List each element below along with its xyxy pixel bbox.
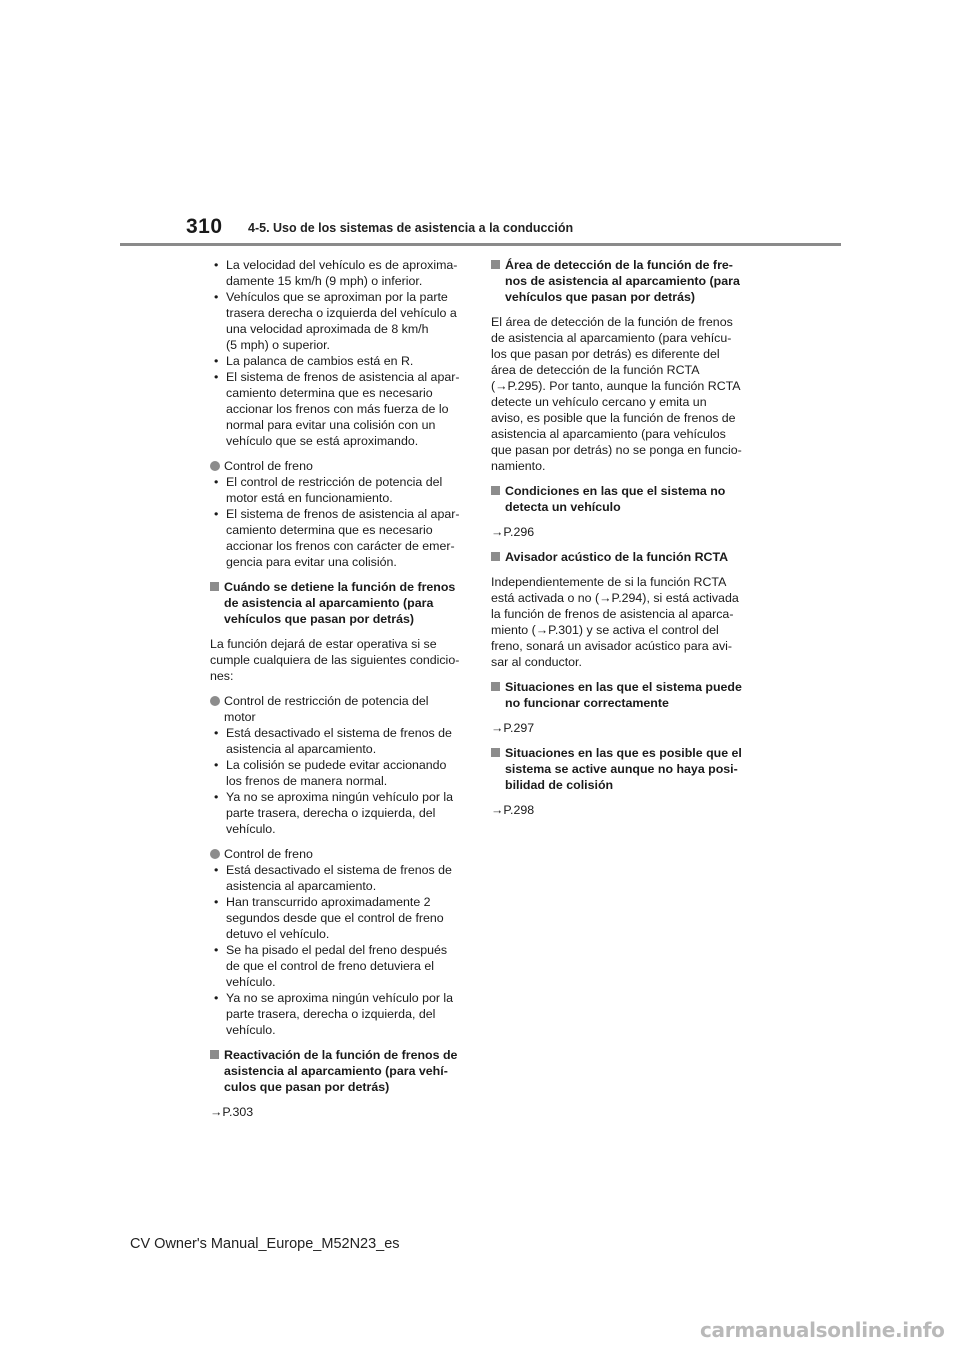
brake-control-block — [210, 458, 468, 570]
malfunction-heading — [491, 679, 753, 711]
text-line: vehículo. — [226, 822, 276, 836]
text-line: El sistema de frenos de asistencia al apar- — [226, 507, 460, 521]
text-line: Vehículos que se aproximan por la parte — [226, 290, 448, 304]
buzzer-heading — [491, 549, 753, 565]
text-line: de asistencia al aparcamiento (para vehícu- — [491, 331, 732, 345]
text-line: Avisador acústico de la función RCTA — [505, 550, 729, 564]
text-line: que pasan por detrás) no se ponga en funcio- — [491, 443, 742, 457]
text-line: normal para evitar una colisión con un — [226, 418, 436, 432]
text-line: namiento. — [491, 459, 546, 473]
text-line: asistencia al aparcamiento. — [226, 879, 377, 893]
text-line: Se ha pisado el pedal del freno después — [226, 943, 448, 957]
not-detect-heading — [491, 483, 753, 515]
text-line: La velocidad del vehículo es de aproxima- — [226, 258, 458, 272]
square-bullet-icon — [491, 552, 500, 561]
buzzer-paragraph — [491, 574, 753, 670]
bullet-dot-icon: • — [214, 758, 219, 772]
item-title: Control de freno — [224, 847, 313, 861]
text-line: asistencia al aparcamiento. — [226, 742, 377, 756]
text-line: motor está en funcionamiento. — [226, 491, 393, 505]
text-line: de asistencia al aparcamiento (para — [224, 596, 434, 610]
text-line: parte trasera, derecha o izquierda, del — [226, 806, 436, 820]
square-bullet-icon — [210, 1050, 219, 1059]
text-line: cumple cualquiera de las siguientes condicio- — [210, 653, 460, 667]
bullet-dot-icon: • — [214, 290, 219, 304]
text-line: parte trasera, derecha o izquierda, del — [226, 1007, 436, 1021]
text-line: bilidad de colisión — [505, 778, 614, 792]
bullet-dot-icon: • — [214, 726, 219, 740]
text-line: nos de asistencia al aparcamiento (para — [505, 274, 740, 288]
bullet-item — [210, 757, 468, 789]
text-line: una velocidad aproximada de 8 km/h — [226, 322, 429, 336]
bullet-dot-icon: • — [214, 258, 219, 272]
text-line: vehículo. — [226, 975, 276, 989]
text-line: Condiciones en las que el sistema no — [505, 484, 726, 498]
circle-bullet-item — [210, 458, 468, 474]
page-reference: →P.296 — [491, 525, 535, 539]
text-line: Control de restricción de potencia del — [224, 694, 429, 708]
square-bullet-icon — [491, 748, 500, 757]
text-line: detecte un vehículo cercano y emita un — [491, 395, 707, 409]
bullet-item — [210, 862, 468, 894]
text-line: vehículo que se está aproximando. — [226, 434, 419, 448]
section-heading — [491, 257, 753, 305]
false-activation-heading — [491, 745, 753, 793]
square-bullet-icon — [491, 486, 500, 495]
text-line: Independientemente de si la función RCTA — [491, 575, 727, 589]
bullet-item — [210, 474, 468, 506]
page-reference: →P.303 — [210, 1105, 254, 1119]
brake-control-block-2 — [210, 846, 468, 1038]
bullet-dot-icon: • — [214, 991, 219, 1005]
text-line: asistencia al aparcamiento (para vehículos — [491, 427, 726, 441]
bullet-item — [210, 257, 468, 289]
text-line: la función de frenos de asistencia al aparca- — [491, 607, 734, 621]
text-line: Han transcurrido aproximadamente 2 — [226, 895, 431, 909]
text-line: detuvo el vehículo. — [226, 927, 330, 941]
bullet-item — [210, 942, 468, 990]
text-line: damente 15 km/h (9 mph) o inferior. — [226, 274, 423, 288]
text-line: los frenos de manera normal. — [226, 774, 388, 788]
section-heading — [491, 549, 753, 565]
section-heading — [491, 679, 753, 711]
bullet-item — [210, 506, 468, 570]
text-line: nes: — [210, 669, 234, 683]
text-line: detecta un vehículo — [505, 500, 621, 514]
text-line: sar al conductor. — [491, 655, 582, 669]
text-line: segundos desde que el control de freno — [226, 911, 444, 925]
bullet-item — [210, 353, 468, 369]
square-bullet-icon — [210, 582, 219, 591]
power-restriction-block — [210, 693, 468, 837]
bullet-item — [210, 990, 468, 1038]
text-line: (→P.295). Por tanto, aunque la función RCTA — [491, 379, 741, 393]
page-reference: →P.298 — [491, 803, 535, 817]
text-line: Está desactivado el sistema de frenos de — [226, 863, 452, 877]
left-column — [210, 257, 468, 1129]
watermark: carmanualsonline.info — [700, 1318, 945, 1342]
section-title: 4-5. Uso de los sistemas de asistencia a la conducción — [248, 221, 574, 235]
item-title — [224, 693, 468, 725]
text-line: Situaciones en las que el sistema puede — [505, 680, 742, 694]
bullet-list — [210, 257, 468, 449]
square-bullet-icon — [491, 682, 500, 691]
text-line: vehículos que pasan por detrás) — [505, 290, 696, 304]
section-heading — [491, 745, 753, 793]
section-heading — [210, 579, 468, 627]
circle-bullet-icon — [210, 696, 220, 706]
bullet-dot-icon: • — [214, 790, 219, 804]
text-line: Ya no se aproxima ningún vehículo por la — [226, 991, 454, 1005]
text-line: asistencia al aparcamiento (para vehí- — [224, 1064, 448, 1078]
area-paragraph — [491, 314, 753, 474]
bullet-dot-icon: • — [214, 943, 219, 957]
text-line: Ya no se aproxima ningún vehículo por la — [226, 790, 454, 804]
footer-text: CV Owner's Manual_Europe_M52N23_es — [130, 1236, 400, 1252]
text-line: Área de detección de la función de fre- — [505, 258, 733, 272]
text-line: de que el control de freno detuviera el — [226, 959, 435, 973]
text-line: La colisión se pudede evitar accionando — [226, 758, 447, 772]
text-line: (5 mph) o superior. — [226, 338, 330, 352]
circle-bullet-item — [210, 693, 468, 725]
bullet-item — [210, 289, 468, 353]
text-line: vehículo. — [226, 1023, 276, 1037]
text-line: freno, sonará un avisador acústico para avi- — [491, 639, 733, 653]
circle-bullet-icon — [210, 461, 220, 471]
bullet-dot-icon: • — [214, 507, 219, 521]
bullet-list — [210, 862, 468, 1038]
square-bullet-icon — [491, 260, 500, 269]
text-line: camiento determina que es necesario — [226, 523, 433, 537]
bullet-item — [210, 369, 468, 449]
header-divider — [120, 243, 841, 246]
text-line: accionar los frenos con más fuerza de lo — [226, 402, 449, 416]
text-line: El control de restricción de potencia del — [226, 475, 443, 489]
text-line: trasera derecha o izquierda del vehículo a — [226, 306, 457, 320]
page-number: 310 — [186, 215, 223, 238]
text-line: accionar los frenos con carácter de emer- — [226, 539, 455, 553]
text-line: aviso, es posible que la función de frenos de — [491, 411, 736, 425]
text-line: Cuándo se detiene la función de frenos — [224, 580, 456, 594]
bullet-dot-icon: • — [214, 370, 219, 384]
text-line: Reactivación de la función de frenos de — [224, 1048, 458, 1062]
circle-bullet-icon — [210, 849, 220, 859]
section-heading — [491, 483, 753, 515]
text-line: motor — [224, 710, 256, 724]
text-line: La palanca de cambios está en R. — [226, 354, 414, 368]
item-title: Control de freno — [224, 459, 313, 473]
bullet-list — [210, 474, 468, 570]
stop-paragraph — [210, 636, 468, 684]
section-heading — [210, 1047, 468, 1095]
text-line: culos que pasan por detrás) — [224, 1080, 390, 1094]
text-line: gencia para evitar una colisión. — [226, 555, 397, 569]
text-line: miento (→P.301) y se activa el control del — [491, 623, 719, 637]
text-line: está activada o no (→P.294), si está activada — [491, 591, 739, 605]
bullet-dot-icon: • — [214, 895, 219, 909]
text-line: sistema se active aunque no haya posi- — [505, 762, 738, 776]
right-column — [491, 257, 753, 827]
bullet-list — [210, 725, 468, 837]
text-line: vehículos que pasan por detrás) — [224, 612, 415, 626]
bullet-item — [210, 894, 468, 942]
text-line: camiento determina que es necesario — [226, 386, 433, 400]
bullet-item — [210, 725, 468, 757]
circle-bullet-item — [210, 846, 468, 862]
text-line: La función dejará de estar operativa si se — [210, 637, 437, 651]
reactivation-heading — [210, 1047, 468, 1095]
bullet-item — [210, 789, 468, 837]
page-reference: →P.297 — [491, 721, 535, 735]
area-heading — [491, 257, 753, 305]
text-line: Está desactivado el sistema de frenos de — [226, 726, 452, 740]
bullet-dot-icon: • — [214, 354, 219, 368]
text-line: área de detección de la función RCTA — [491, 363, 700, 377]
text-line: Situaciones en las que es posible que el — [505, 746, 742, 760]
text-line: El sistema de frenos de asistencia al apar- — [226, 370, 460, 384]
text-line: los que pasan por detrás) es diferente del — [491, 347, 720, 361]
bullet-dot-icon: • — [214, 475, 219, 489]
text-line: El área de detección de la función de frenos — [491, 315, 733, 329]
bullet-dot-icon: • — [214, 863, 219, 877]
text-line: no funcionar correctamente — [505, 696, 669, 710]
stop-heading — [210, 579, 468, 627]
